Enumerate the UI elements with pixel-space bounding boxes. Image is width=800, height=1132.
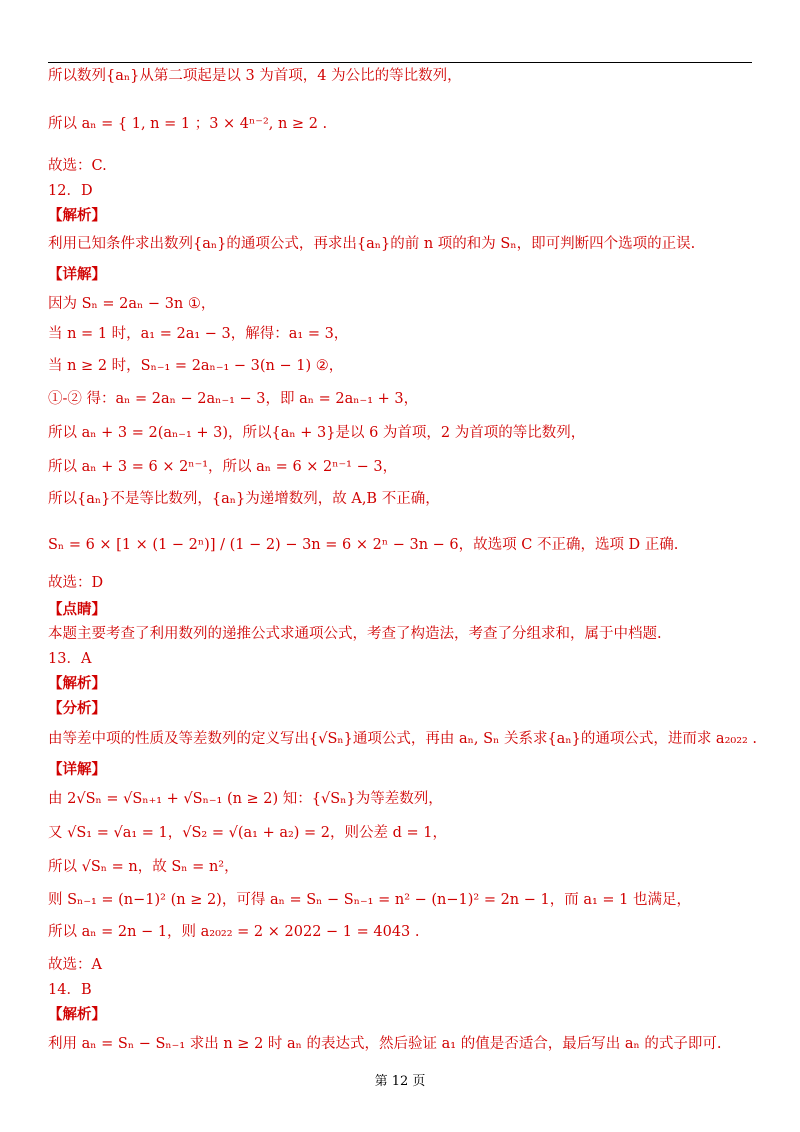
text-line-32: 利用 aₙ = Sₙ − Sₙ₋₁ 求出 n ≥ 2 时 aₙ 的表达式，然后验证 a₁ 的值是否适合，最后写出 aₙ 的式子即可. — [48, 1036, 722, 1052]
text-line-26: 所以 √Sₙ = n，故 Sₙ = n²， — [48, 859, 239, 875]
section-heading: 【详解】 — [48, 761, 106, 778]
answer-13: 13．A — [48, 651, 92, 667]
text-line-25: 又 √S₁ = √a₁ = 1，√S₂ = √(a₁ + a₂) = 2，则公差 d = 1， — [48, 825, 448, 841]
text-line-11: ①-② 得：aₙ = 2aₙ − 2aₙ₋₁ − 3，即 aₙ = 2aₙ₋₁ + 3， — [48, 391, 419, 407]
text-line-27: 则 Sₙ₋₁ = (n−1)² (n ≥ 2)，可得 aₙ = Sₙ − Sₙ₋₁ = n² − (n−1)² = 2n − 1，而 a₁ = 1 也满足， — [48, 892, 692, 908]
text-line-6: 利用已知条件求出数列{aₙ}的通项公式，再求出{aₙ}的前 n 项的和为 Sₙ，即可判断四个选项的正误. — [48, 236, 696, 252]
section-heading: 【解析】 — [48, 675, 106, 692]
text-line-10: 当 n ≥ 2 时，Sₙ₋₁ = 2aₙ₋₁ − 3(n − 1) ②， — [48, 358, 344, 374]
page-number: 第 12 页 — [374, 1074, 426, 1089]
section-heading: 【点睛】 — [48, 601, 106, 618]
text-line-8: 因为 Sₙ = 2aₙ − 3n ①， — [48, 296, 216, 312]
answer-14: 14．B — [48, 982, 92, 998]
text-line-3: 故选：C. — [48, 158, 107, 174]
text-line-9: 当 n = 1 时，a₁ = 2a₁ − 3，解得：a₁ = 3， — [48, 326, 349, 342]
text-line-1: 所以数列{aₙ}从第二项起是以 3 为首项，4 为公比的等比数列， — [48, 68, 462, 84]
text-line-15: Sₙ = 6 × [1 × (1 − 2ⁿ)] / (1 − 2) − 3n = 6 × 2ⁿ − 3n − 6，故选项 C 不正确，选项 D 正确. — [48, 537, 679, 553]
text-line-28: 所以 aₙ = 2n − 1，则 a₂₀₂₂ = 2 × 2022 − 1 = 4043 . — [48, 924, 420, 940]
text-line-24: 由 2√Sₙ = √Sₙ₊₁ + √Sₙ₋₁ (n ≥ 2) 知：{√Sₙ}为等差数列， — [48, 791, 443, 807]
text-line-13: 所以 aₙ + 3 = 6 × 2ⁿ⁻¹，所以 aₙ = 6 × 2ⁿ⁻¹ − 3， — [48, 459, 398, 475]
header-rule — [48, 62, 752, 63]
section-heading: 【解析】 — [48, 1006, 106, 1023]
answer-12: 12．D — [48, 183, 93, 199]
section-heading: 【详解】 — [48, 266, 106, 283]
text-line-12: 所以 aₙ + 3 = 2(aₙ₋₁ + 3)，所以{aₙ + 3}是以 6 为首项，2 为首项的等比数列， — [48, 425, 586, 441]
text-line-14: 所以{aₙ}不是等比数列，{aₙ}为递增数列，故 A,B 不正确， — [48, 491, 440, 507]
text-line-18: 本题主要考查了利用数列的递推公式求通项公式，考查了构造法，考查了分组求和，属于中档题. — [48, 626, 662, 642]
section-heading: 【分析】 — [48, 700, 106, 717]
text-line-22: 由等差中项的性质及等差数列的定义写出{√Sₙ}通项公式，再由 aₙ, Sₙ 关系求{aₙ}的通项公式，进而求 a₂₀₂₂ . — [48, 731, 758, 747]
text-line-2: 所以 aₙ = { 1, n = 1 ；3 × 4ⁿ⁻², n ≥ 2 . — [48, 116, 328, 132]
text-line-29: 故选：A — [48, 957, 102, 973]
text-line-16: 故选：D — [48, 575, 104, 591]
section-heading: 【解析】 — [48, 207, 106, 224]
